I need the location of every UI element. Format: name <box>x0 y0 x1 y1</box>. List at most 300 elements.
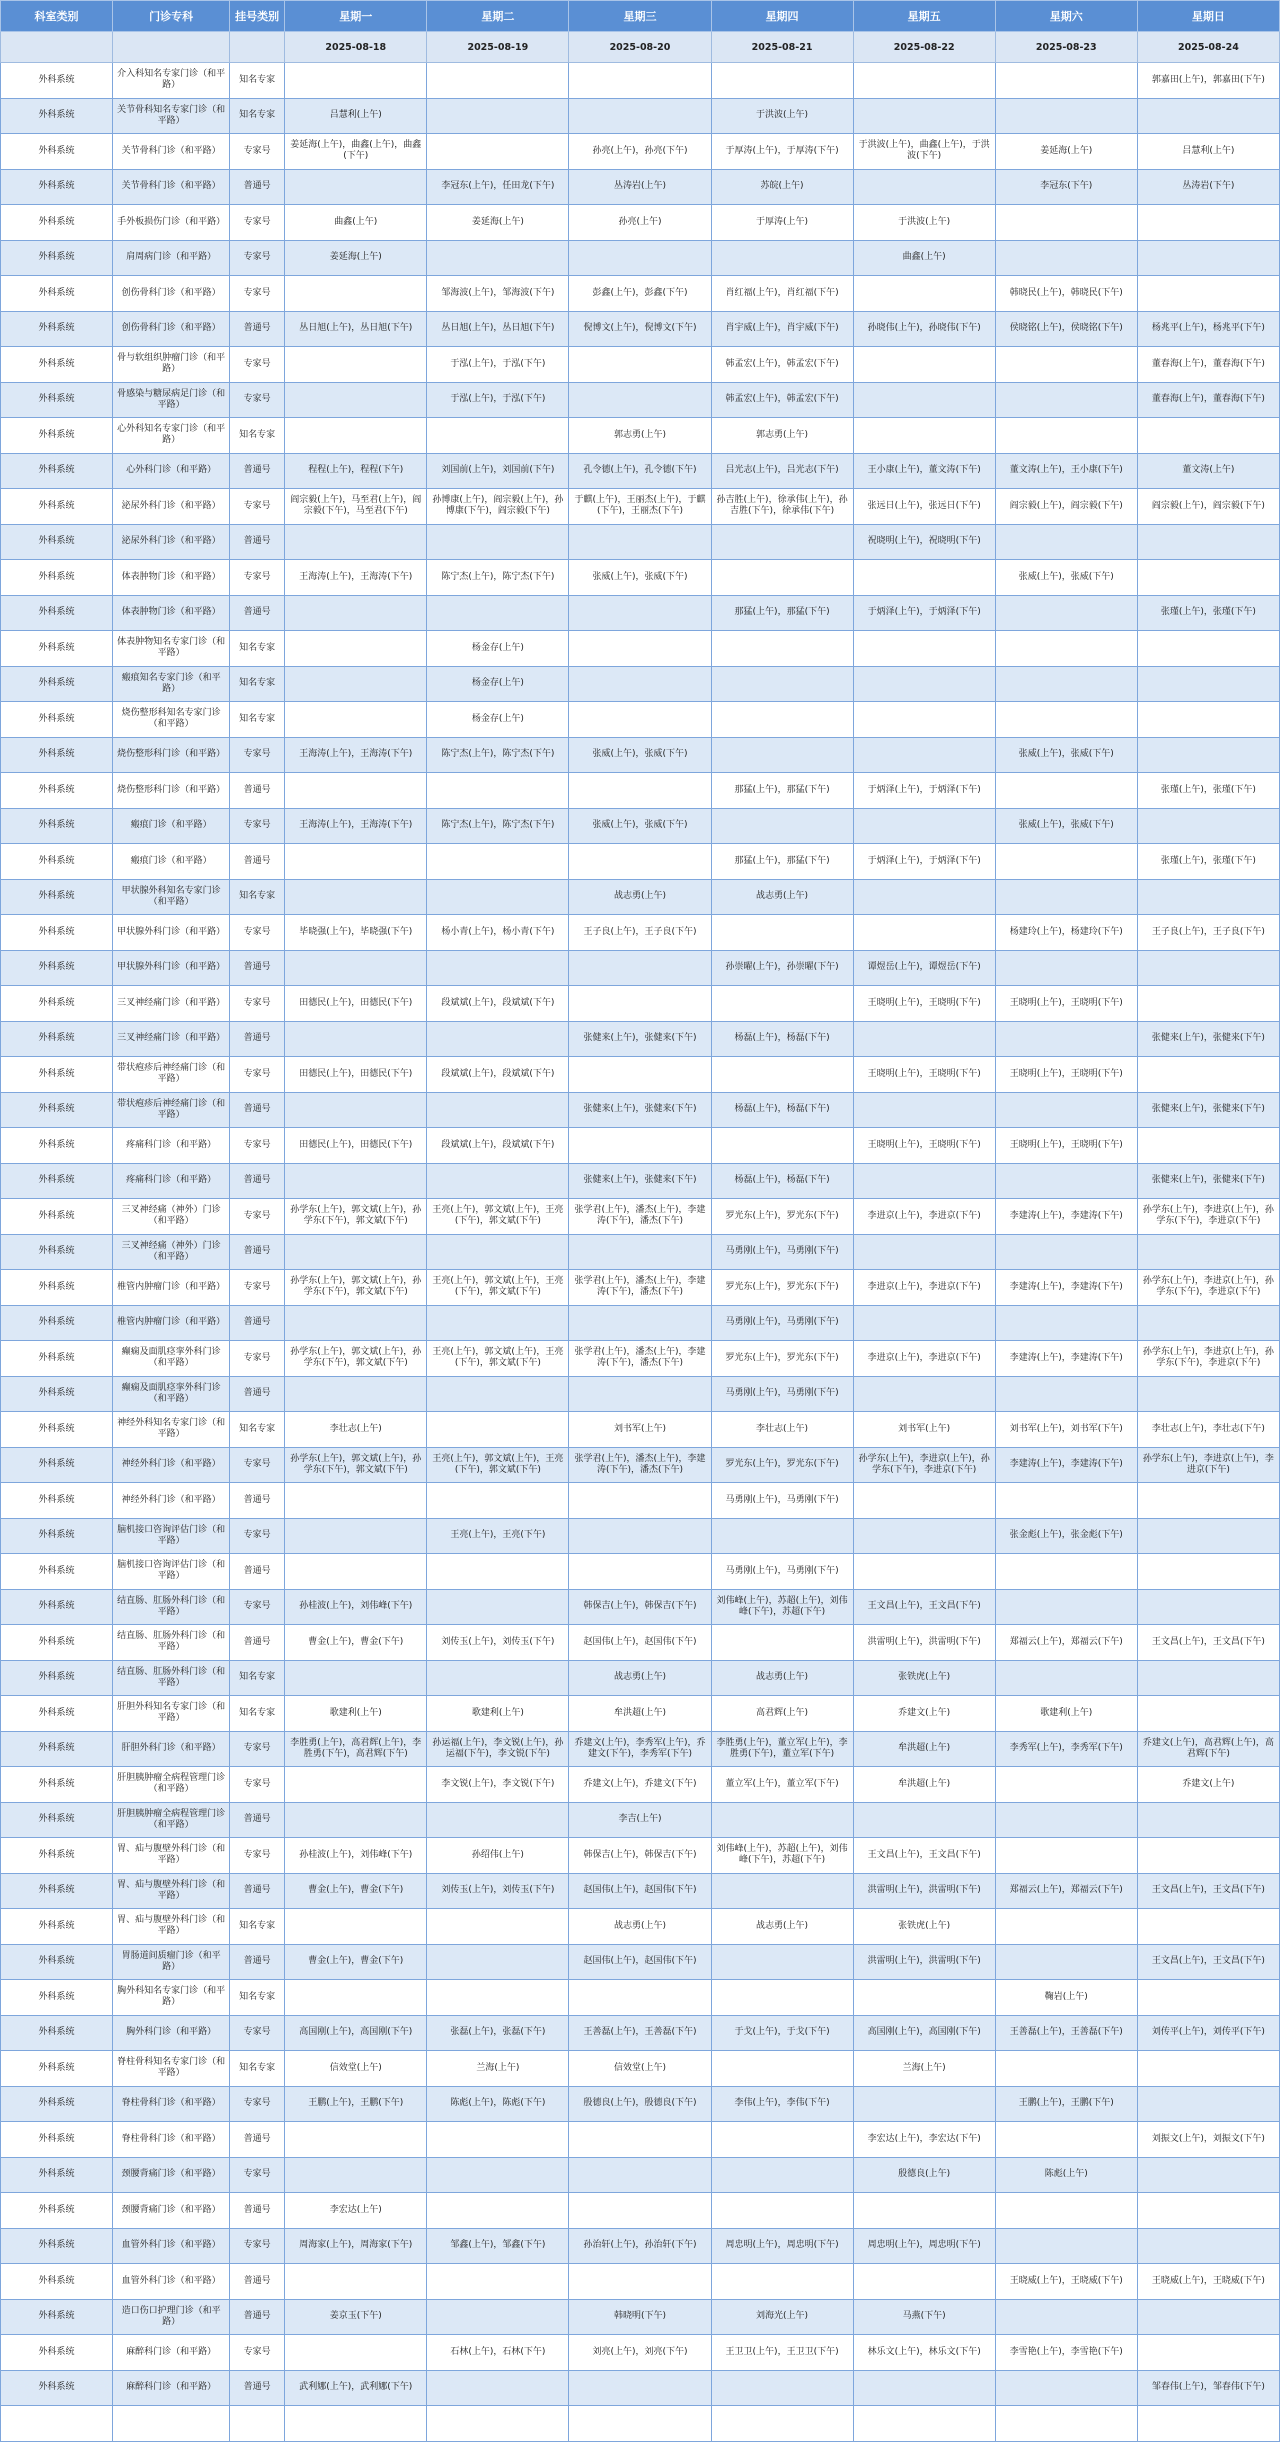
schedule-cell <box>1137 1305 1279 1341</box>
schedule-cell <box>427 2370 569 2406</box>
table-row <box>1 1341 1280 1377</box>
dept-cell: 外科系统 <box>1 915 113 951</box>
header-wednesday: 星期三 <box>569 1 711 32</box>
dept-cell: 外科系统 <box>1 1057 113 1093</box>
clinic-cell: 瘢痕门诊（和平路） <box>113 844 230 880</box>
type-cell: 普通号 <box>230 595 285 631</box>
schedule-cell <box>1137 2406 1279 2442</box>
schedule-cell: 战志勇(上午) <box>569 879 711 915</box>
schedule-cell <box>995 2299 1137 2335</box>
table-row <box>1 844 1280 880</box>
type-cell: 专家号 <box>230 1589 285 1625</box>
table-row <box>1 2335 1280 2371</box>
schedule-cell: 姜延海(上午) <box>285 240 427 276</box>
schedule-cell: 阎宗毅(上午)，阎宗毅(下午) <box>1137 489 1279 525</box>
schedule-cell <box>1137 879 1279 915</box>
dept-cell: 外科系统 <box>1 1412 113 1448</box>
clinic-cell: 甲状腺外科知名专家门诊（和平路） <box>113 879 230 915</box>
table-row <box>1 666 1280 702</box>
schedule-cell: 马燕(下午) <box>853 2299 995 2335</box>
schedule-cell: 韩保吉(上午)，韩保吉(下午) <box>569 1838 711 1874</box>
dept-cell: 外科系统 <box>1 666 113 702</box>
schedule-cell: 孙运福(上午)，李文锐(上午)，孙运福(下午)，李文锐(下午) <box>427 1731 569 1767</box>
type-cell: 知名专家 <box>230 418 285 454</box>
schedule-cell <box>711 240 853 276</box>
schedule-cell <box>995 2051 1137 2087</box>
dept-cell: 外科系统 <box>1 1944 113 1980</box>
schedule-cell <box>995 2193 1137 2229</box>
table-row <box>1 1376 1280 1412</box>
schedule-cell <box>995 631 1137 667</box>
clinic-cell: 血管外科门诊（和平路） <box>113 2228 230 2264</box>
schedule-cell: 韩孟宏(上午)，韩孟宏(下午) <box>711 347 853 383</box>
schedule-cell <box>853 808 995 844</box>
schedule-cell: 王子良(上午)，王子良(下午) <box>1137 915 1279 951</box>
schedule-cell: 战志勇(上午) <box>569 1909 711 1945</box>
schedule-cell <box>711 1944 853 1980</box>
schedule-cell <box>853 98 995 134</box>
schedule-cell: 歌建利(上午) <box>427 1696 569 1732</box>
type-cell: 知名专家 <box>230 2051 285 2087</box>
clinic-cell: 结直肠、肛肠外科门诊（和平路） <box>113 1660 230 1696</box>
schedule-cell: 赵国伟(上午)，赵国伟(下午) <box>569 1944 711 1980</box>
schedule-cell <box>1137 1980 1279 2016</box>
schedule-cell: 李壮志(上午)，李壮志(下午) <box>1137 1412 1279 1448</box>
schedule-cell <box>853 276 995 312</box>
clinic-cell: 脑机接口咨询评估门诊（和平路） <box>113 1518 230 1554</box>
dept-cell: 外科系统 <box>1 1873 113 1909</box>
table-row <box>1 2157 1280 2193</box>
schedule-cell: 歌建利(上午) <box>285 1696 427 1732</box>
schedule-cell <box>285 773 427 809</box>
schedule-cell: 王晓明(上午)，王晓明(下午) <box>995 986 1137 1022</box>
schedule-cell <box>427 63 569 99</box>
schedule-cell: 姜延海(上午)，曲鑫(上午)，曲鑫(下午) <box>285 134 427 170</box>
clinic-cell: 癫痫及面肌痉挛外科门诊（和平路） <box>113 1376 230 1412</box>
clinic-cell: 胃、疝与腹壁外科门诊（和平路） <box>113 1909 230 1945</box>
table-row <box>1 1909 1280 1945</box>
schedule-cell <box>711 1980 853 2016</box>
schedule-cell: 孙吉胜(上午)，徐承伟(上午)，孙吉胜(下午)，徐承伟(下午) <box>711 489 853 525</box>
clinic-cell: 脊柱骨科知名专家门诊（和平路） <box>113 2051 230 2087</box>
clinic-cell: 三叉神经痛（神外）门诊（和平路） <box>113 1199 230 1235</box>
schedule-cell: 王晓明(上午)，王晓明(下午) <box>995 1128 1137 1164</box>
schedule-cell: 吕慧利(上午) <box>1137 134 1279 170</box>
clinic-cell: 三叉神经痛门诊（和平路） <box>113 986 230 1022</box>
clinic-cell: 颈腰背痛门诊（和平路） <box>113 2157 230 2193</box>
table-row <box>1 347 1280 383</box>
schedule-cell: 洪雷明(上午)，洪雷明(下午) <box>853 1873 995 1909</box>
schedule-cell <box>285 1376 427 1412</box>
schedule-cell: 孙学东(上午)，郭文斌(上午)，孙学东(下午)，郭文斌(下午) <box>285 1199 427 1235</box>
schedule-cell: 刘海光(上午) <box>711 2299 853 2335</box>
schedule-cell <box>995 98 1137 134</box>
schedule-cell <box>569 986 711 1022</box>
schedule-cell: 吕光志(上午)，吕光志(下午) <box>711 453 853 489</box>
type-cell: 普通号 <box>230 1376 285 1412</box>
schedule-cell <box>427 1376 569 1412</box>
clinic-cell: 体表肿物知名专家门诊（和平路） <box>113 631 230 667</box>
schedule-cell <box>427 1483 569 1519</box>
schedule-cell <box>285 2122 427 2158</box>
schedule-cell <box>285 524 427 560</box>
schedule-cell <box>1137 950 1279 986</box>
type-cell: 专家号 <box>230 737 285 773</box>
table-row <box>1 1518 1280 1554</box>
type-cell: 专家号 <box>230 382 285 418</box>
schedule-cell: 杨磊(上午)，杨磊(下午) <box>711 1092 853 1128</box>
table-row <box>1 702 1280 738</box>
schedule-cell: 张健来(上午)，张健来(下午) <box>1137 1021 1279 1057</box>
schedule-cell <box>995 702 1137 738</box>
schedule-cell <box>285 702 427 738</box>
table-row <box>1 169 1280 205</box>
schedule-cell <box>995 950 1137 986</box>
schedule-cell: 武利娜(上午)，武利娜(下午) <box>285 2370 427 2406</box>
schedule-cell <box>711 1625 853 1661</box>
dept-cell: 外科系统 <box>1 1447 113 1483</box>
type-cell: 普通号 <box>230 1554 285 1590</box>
schedule-cell: 李建涛(上午)，李建涛(下午) <box>995 1270 1137 1306</box>
type-cell: 普通号 <box>230 524 285 560</box>
schedule-cell <box>569 595 711 631</box>
type-cell: 专家号 <box>230 2015 285 2051</box>
schedule-cell <box>995 2228 1137 2264</box>
schedule-cell <box>995 2370 1137 2406</box>
schedule-cell: 刘振文(上午)，刘振文(下午) <box>1137 2122 1279 2158</box>
schedule-cell: 鞠岩(上午) <box>995 1980 1137 2016</box>
schedule-cell: 张健来(上午)，张健来(下午) <box>569 1021 711 1057</box>
schedule-cell <box>427 1944 569 1980</box>
schedule-cell <box>569 382 711 418</box>
schedule-cell <box>853 2406 995 2442</box>
clinic-cell: 肝胆外科门诊（和平路） <box>113 1731 230 1767</box>
schedule-cell: 于洪波(上午) <box>853 205 995 241</box>
table-row <box>1 1447 1280 1483</box>
dept-cell: 外科系统 <box>1 2086 113 2122</box>
schedule-cell <box>569 1554 711 1590</box>
table-row <box>1 2122 1280 2158</box>
schedule-cell <box>285 595 427 631</box>
schedule-cell <box>853 1518 995 1554</box>
schedule-cell <box>853 418 995 454</box>
schedule-cell: 殷德良(上午) <box>853 2157 995 2193</box>
dept-cell: 外科系统 <box>1 1128 113 1164</box>
schedule-cell <box>995 418 1137 454</box>
schedule-cell: 张威(上午)，张威(下午) <box>995 808 1137 844</box>
type-cell: 普通号 <box>230 2299 285 2335</box>
schedule-cell <box>853 702 995 738</box>
schedule-cell <box>853 1802 995 1838</box>
table-row <box>1 737 1280 773</box>
schedule-cell: 丛日旭(上午)，丛日旭(下午) <box>285 311 427 347</box>
schedule-cell <box>1137 702 1279 738</box>
clinic-cell: 胃肠道间质瘤门诊（和平路） <box>113 1944 230 1980</box>
type-cell: 知名专家 <box>230 666 285 702</box>
schedule-cell: 田德民(上午)，田德民(下午) <box>285 986 427 1022</box>
schedule-cell: 陈宁杰(上午)，陈宁杰(下午) <box>427 560 569 596</box>
type-cell: 专家号 <box>230 1767 285 1803</box>
type-cell: 专家号 <box>230 1341 285 1377</box>
type-cell: 知名专家 <box>230 879 285 915</box>
schedule-cell: 马勇刚(上午)，马勇刚(下午) <box>711 1376 853 1412</box>
schedule-cell <box>569 666 711 702</box>
schedule-cell <box>285 382 427 418</box>
type-cell: 普通号 <box>230 1802 285 1838</box>
type-cell: 普通号 <box>230 1021 285 1057</box>
schedule-cell <box>285 2264 427 2300</box>
schedule-cell: 乔建文(上午)，李秀军(上午)，乔建文(下午)，李秀军(下午) <box>569 1731 711 1767</box>
schedule-cell <box>285 1767 427 1803</box>
table-row <box>1 1625 1280 1661</box>
schedule-cell <box>285 1518 427 1554</box>
schedule-cell: 于洪波(上午) <box>711 98 853 134</box>
schedule-cell <box>427 1909 569 1945</box>
schedule-cell <box>853 2264 995 2300</box>
clinic-cell: 结直肠、肛肠外科门诊（和平路） <box>113 1625 230 1661</box>
schedule-cell <box>995 1092 1137 1128</box>
schedule-cell <box>711 1128 853 1164</box>
dept-cell: 外科系统 <box>1 737 113 773</box>
table-row <box>1 1767 1280 1803</box>
dept-cell: 外科系统 <box>1 1163 113 1199</box>
table-row <box>1 382 1280 418</box>
schedule-cell: 李文锐(上午)，李文锐(下午) <box>427 1767 569 1803</box>
schedule-cell: 郭志勇(上午) <box>711 418 853 454</box>
schedule-cell: 殷德良(上午)，殷德良(下午) <box>569 2086 711 2122</box>
clinic-cell: 甲状腺外科门诊（和平路） <box>113 950 230 986</box>
dept-cell: 外科系统 <box>1 1341 113 1377</box>
table-row <box>1 240 1280 276</box>
schedule-cell: 于炳泽(上午)，于炳泽(下午) <box>853 773 995 809</box>
schedule-cell <box>853 560 995 596</box>
header-monday: 星期一 <box>285 1 427 32</box>
schedule-cell: 孙学东(上午)，李进京(上午)，孙学东(下午)，李进京(下午) <box>1137 1199 1279 1235</box>
schedule-cell: 董文涛(上午) <box>1137 453 1279 489</box>
schedule-cell <box>427 2122 569 2158</box>
schedule-cell <box>285 844 427 880</box>
schedule-cell: 于泓(上午)，于泓(下午) <box>427 382 569 418</box>
schedule-cell <box>853 2370 995 2406</box>
clinic-cell: 心外科门诊（和平路） <box>113 453 230 489</box>
schedule-cell: 孙亮(上午)，孙亮(下午) <box>569 134 711 170</box>
type-cell: 普通号 <box>230 1873 285 1909</box>
schedule-cell: 周海家(上午)，周海家(下午) <box>285 2228 427 2264</box>
type-cell: 专家号 <box>230 2086 285 2122</box>
dept-cell: 外科系统 <box>1 382 113 418</box>
schedule-cell: 王海涛(上午)，王海涛(下午) <box>285 808 427 844</box>
schedule-cell <box>427 879 569 915</box>
schedule-cell: 刘书军(上午) <box>853 1412 995 1448</box>
clinic-cell: 胸外科门诊（和平路） <box>113 2015 230 2051</box>
schedule-cell <box>1137 631 1279 667</box>
table-row <box>1 1305 1280 1341</box>
schedule-cell <box>1137 1909 1279 1945</box>
schedule-cell <box>1137 1554 1279 1590</box>
schedule-cell: 高国刚(上午)，高国刚(下午) <box>853 2015 995 2051</box>
table-row <box>1 1163 1280 1199</box>
type-cell: 专家号 <box>230 808 285 844</box>
type-cell: 专家号 <box>230 347 285 383</box>
schedule-cell <box>1137 1802 1279 1838</box>
schedule-cell <box>569 1483 711 1519</box>
schedule-cell <box>995 63 1137 99</box>
schedule-cell: 于洪波(上午)，曲鑫(上午)，于洪波(下午) <box>853 134 995 170</box>
schedule-cell: 兰海(上午) <box>853 2051 995 2087</box>
type-cell: 专家号 <box>230 2228 285 2264</box>
schedule-body <box>1 63 1280 2442</box>
schedule-cell <box>995 524 1137 560</box>
schedule-cell: 孙崇曜(上午)，孙崇曜(下午) <box>711 950 853 986</box>
type-cell: 专家号 <box>230 1270 285 1306</box>
dept-cell: 外科系统 <box>1 844 113 880</box>
schedule-cell <box>1137 1838 1279 1874</box>
date-blank <box>230 32 285 63</box>
type-cell: 知名专家 <box>230 1696 285 1732</box>
schedule-cell <box>995 2406 1137 2442</box>
clinic-cell: 脊柱骨科门诊（和平路） <box>113 2086 230 2122</box>
type-cell: 普通号 <box>230 1092 285 1128</box>
schedule-cell: 王亮(上午)，郭文斌(上午)，王亮(下午)，郭文斌(下午) <box>427 1270 569 1306</box>
schedule-cell <box>711 1518 853 1554</box>
clinic-cell: 创伤骨科门诊（和平路） <box>113 276 230 312</box>
dept-cell: 外科系统 <box>1 418 113 454</box>
schedule-cell: 孙桂波(上午)，刘伟峰(下午) <box>285 1589 427 1625</box>
schedule-cell: 马勇刚(上午)，马勇刚(下午) <box>711 1554 853 1590</box>
table-row <box>1 915 1280 951</box>
schedule-cell: 董文涛(上午)，王小康(下午) <box>995 453 1137 489</box>
schedule-cell <box>569 1980 711 2016</box>
schedule-cell <box>995 1234 1137 1270</box>
schedule-cell: 孙学东(上午)，郭文斌(上午)，孙学东(下午)，郭文斌(下午) <box>285 1270 427 1306</box>
table-row <box>1 2406 1280 2442</box>
table-row <box>1 1128 1280 1164</box>
table-row <box>1 631 1280 667</box>
type-cell: 专家号 <box>230 276 285 312</box>
type-cell: 普通号 <box>230 453 285 489</box>
type-cell: 普通号 <box>230 1944 285 1980</box>
schedule-cell: 王晓明(上午)，王晓明(下午) <box>853 986 995 1022</box>
dept-cell: 外科系统 <box>1 63 113 99</box>
dept-cell: 外科系统 <box>1 1376 113 1412</box>
schedule-cell <box>1137 2228 1279 2264</box>
clinic-cell: 麻醉科门诊（和平路） <box>113 2335 230 2371</box>
schedule-cell <box>427 1412 569 1448</box>
schedule-cell <box>853 382 995 418</box>
schedule-cell: 王鹏(上午)，王鹏(下午) <box>995 2086 1137 2122</box>
schedule-cell <box>285 2335 427 2371</box>
type-cell: 普通号 <box>230 2193 285 2229</box>
schedule-cell: 邹海波(上午)，邹海波(下午) <box>427 276 569 312</box>
schedule-cell <box>427 418 569 454</box>
schedule-cell: 肖宇威(上午)，肖宇威(下午) <box>711 311 853 347</box>
clinic-cell: 血管外科门诊（和平路） <box>113 2264 230 2300</box>
header-row <box>1 1 1280 32</box>
schedule-cell <box>995 1802 1137 1838</box>
schedule-cell <box>427 1980 569 2016</box>
schedule-cell <box>995 879 1137 915</box>
schedule-cell: 陈彪(上午)，陈彪(下午) <box>427 2086 569 2122</box>
schedule-cell: 孙学东(上午)，李进京(上午)，孙学东(下午)，李进京(下午) <box>1137 1341 1279 1377</box>
schedule-cell <box>1137 1234 1279 1270</box>
schedule-cell: 那猛(上午)，那猛(下午) <box>711 773 853 809</box>
type-cell: 知名专家 <box>230 1909 285 1945</box>
schedule-cell <box>711 524 853 560</box>
header-dept: 科室类别 <box>1 1 113 32</box>
schedule-cell: 李进京(上午)，李进京(下午) <box>853 1341 995 1377</box>
schedule-cell <box>995 240 1137 276</box>
schedule-cell <box>1137 2157 1279 2193</box>
schedule-cell <box>285 2157 427 2193</box>
schedule-cell <box>569 2193 711 2229</box>
dept-cell: 外科系统 <box>1 1305 113 1341</box>
schedule-cell <box>569 1128 711 1164</box>
schedule-cell: 李进京(上午)，李进京(下午) <box>853 1199 995 1235</box>
schedule-cell: 王文昌(上午)，王文昌(下午) <box>1137 1873 1279 1909</box>
schedule-cell: 张学君(上午)，潘杰(上午)，李建涛(下午)，潘杰(下午) <box>569 1341 711 1377</box>
dept-cell: 外科系统 <box>1 2228 113 2264</box>
table-row <box>1 1660 1280 1696</box>
schedule-cell: 李建涛(上午)，李建涛(下午) <box>995 1199 1137 1235</box>
schedule-cell <box>569 240 711 276</box>
schedule-cell <box>427 240 569 276</box>
schedule-cell <box>995 1163 1137 1199</box>
dept-cell: 外科系统 <box>1 879 113 915</box>
type-cell: 普通号 <box>230 844 285 880</box>
schedule-cell <box>427 1163 569 1199</box>
schedule-cell <box>995 666 1137 702</box>
schedule-cell <box>995 1838 1137 1874</box>
dept-cell: 外科系统 <box>1 2015 113 2051</box>
schedule-cell: 战志勇(上午) <box>711 1660 853 1696</box>
table-row <box>1 63 1280 99</box>
type-cell: 普通号 <box>230 169 285 205</box>
table-row <box>1 1092 1280 1128</box>
schedule-cell <box>711 560 853 596</box>
dept-cell: 外科系统 <box>1 1767 113 1803</box>
type-cell: 普通号 <box>230 950 285 986</box>
table-row <box>1 1873 1280 1909</box>
schedule-cell <box>711 1873 853 1909</box>
schedule-cell: 李宏达(上午)，李宏达(下午) <box>853 2122 995 2158</box>
type-cell: 专家号 <box>230 489 285 525</box>
date-cell: 2025-08-24 <box>1137 32 1279 63</box>
schedule-cell: 兰海(上午) <box>427 2051 569 2087</box>
table-row <box>1 879 1280 915</box>
clinic-cell: 麻醉科门诊（和平路） <box>113 2370 230 2406</box>
schedule-cell <box>1137 2335 1279 2371</box>
schedule-cell: 刘传玉(上午)，刘传玉(下午) <box>427 1873 569 1909</box>
schedule-cell <box>853 63 995 99</box>
schedule-cell: 阎宗毅(上午)，阎宗毅(下午) <box>995 489 1137 525</box>
schedule-cell: 郭志勇(上午) <box>569 418 711 454</box>
schedule-cell: 陈宁杰(上午)，陈宁杰(下午) <box>427 808 569 844</box>
type-cell: 专家号 <box>230 240 285 276</box>
schedule-cell <box>711 63 853 99</box>
schedule-cell: 张威(上午)，张威(下午) <box>569 560 711 596</box>
schedule-cell <box>711 2157 853 2193</box>
header-tuesday: 星期二 <box>427 1 569 32</box>
schedule-cell <box>995 1589 1137 1625</box>
schedule-cell: 张威(上午)，张威(下午) <box>995 560 1137 596</box>
clinic-cell: 神经外科门诊（和平路） <box>113 1483 230 1519</box>
schedule-cell: 曲鑫(上午) <box>285 205 427 241</box>
schedule-cell <box>711 2264 853 2300</box>
schedule-cell <box>427 134 569 170</box>
dept-cell: 外科系统 <box>1 2299 113 2335</box>
schedule-cell <box>285 1163 427 1199</box>
schedule-cell <box>569 1518 711 1554</box>
